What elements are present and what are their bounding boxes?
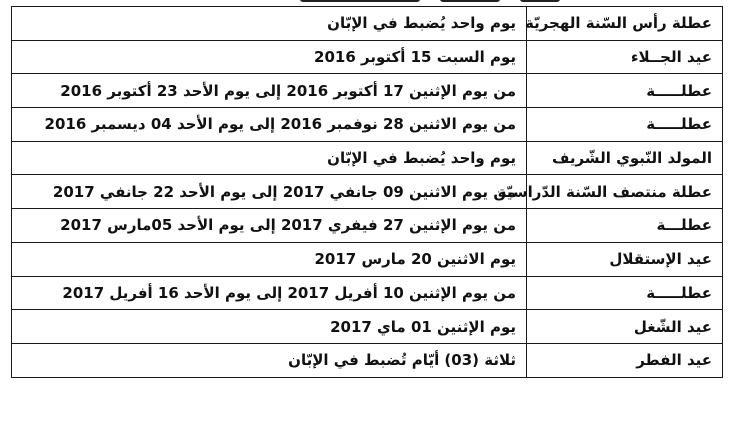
date-cell: يوم واحد يُضبط في الإبّان bbox=[12, 7, 527, 41]
date-cell: من يوم الإثنين 17 أكتوبر 2016 إلى يوم الأحد 23 أكتوبر 2016 bbox=[12, 74, 527, 108]
table-row bbox=[12, 74, 723, 108]
table-row bbox=[12, 175, 723, 209]
date-cell: يوم واحد يُضبط في الإبّان bbox=[12, 141, 527, 175]
event-name-cell: عيد الشّغل bbox=[527, 310, 723, 344]
table-row bbox=[12, 141, 723, 175]
date-cell: من يوم الإثنين 27 فيفري 2017 إلى يوم الأحد 05مارس 2017 bbox=[12, 209, 527, 243]
table-row bbox=[12, 242, 723, 276]
event-name-cell: عيد الإستقلال bbox=[527, 242, 723, 276]
date-cell: من يوم الاثنين 09 جانفي 2017 إلى يوم الأحد 22 جانفي 2017 bbox=[12, 175, 527, 209]
date-cell: يوم الإثنين 01 ماي 2017 bbox=[12, 310, 527, 344]
event-name-cell: عيد الفطر bbox=[527, 343, 723, 377]
table-row bbox=[12, 209, 723, 243]
table-row bbox=[12, 7, 723, 41]
date-cell: يوم الاثنين 20 مارس 2017 bbox=[12, 242, 527, 276]
date-cell: يوم السبت 15 أكتوبر 2016 bbox=[12, 40, 527, 74]
event-name-cell: المولد النّبوي الشّريف bbox=[527, 141, 723, 175]
event-name-cell: عطلـــــة bbox=[527, 108, 723, 142]
date-cell: من يوم الإثنين 10 أفريل 2017 إلى يوم الأحد 16 أفريل 2017 bbox=[12, 276, 527, 310]
date-cell: من يوم الاثنين 28 نوفمبر 2016 إلى يوم الأحد 04 ديسمبر 2016 bbox=[12, 108, 527, 142]
event-name-cell: عطلـــــة bbox=[527, 74, 723, 108]
event-name-cell: عطلـــة bbox=[527, 209, 723, 243]
event-name-cell: عطلـــــة bbox=[527, 276, 723, 310]
event-name-cell: عيد الجــلاء bbox=[527, 40, 723, 74]
table-row bbox=[12, 343, 723, 377]
event-name-cell: عطلة منتصف السّنة الدّراسيّة bbox=[527, 175, 723, 209]
table-row bbox=[12, 40, 723, 74]
date-cell: ثلاثة (03) أيّام تُضبط في الإبّان bbox=[12, 343, 527, 377]
table-row bbox=[12, 310, 723, 344]
table-row bbox=[12, 108, 723, 142]
event-name-cell: عطلة رأس السّنة الهجريّة bbox=[527, 7, 723, 41]
holiday-calendar-table bbox=[11, 6, 723, 378]
table-row bbox=[12, 276, 723, 310]
